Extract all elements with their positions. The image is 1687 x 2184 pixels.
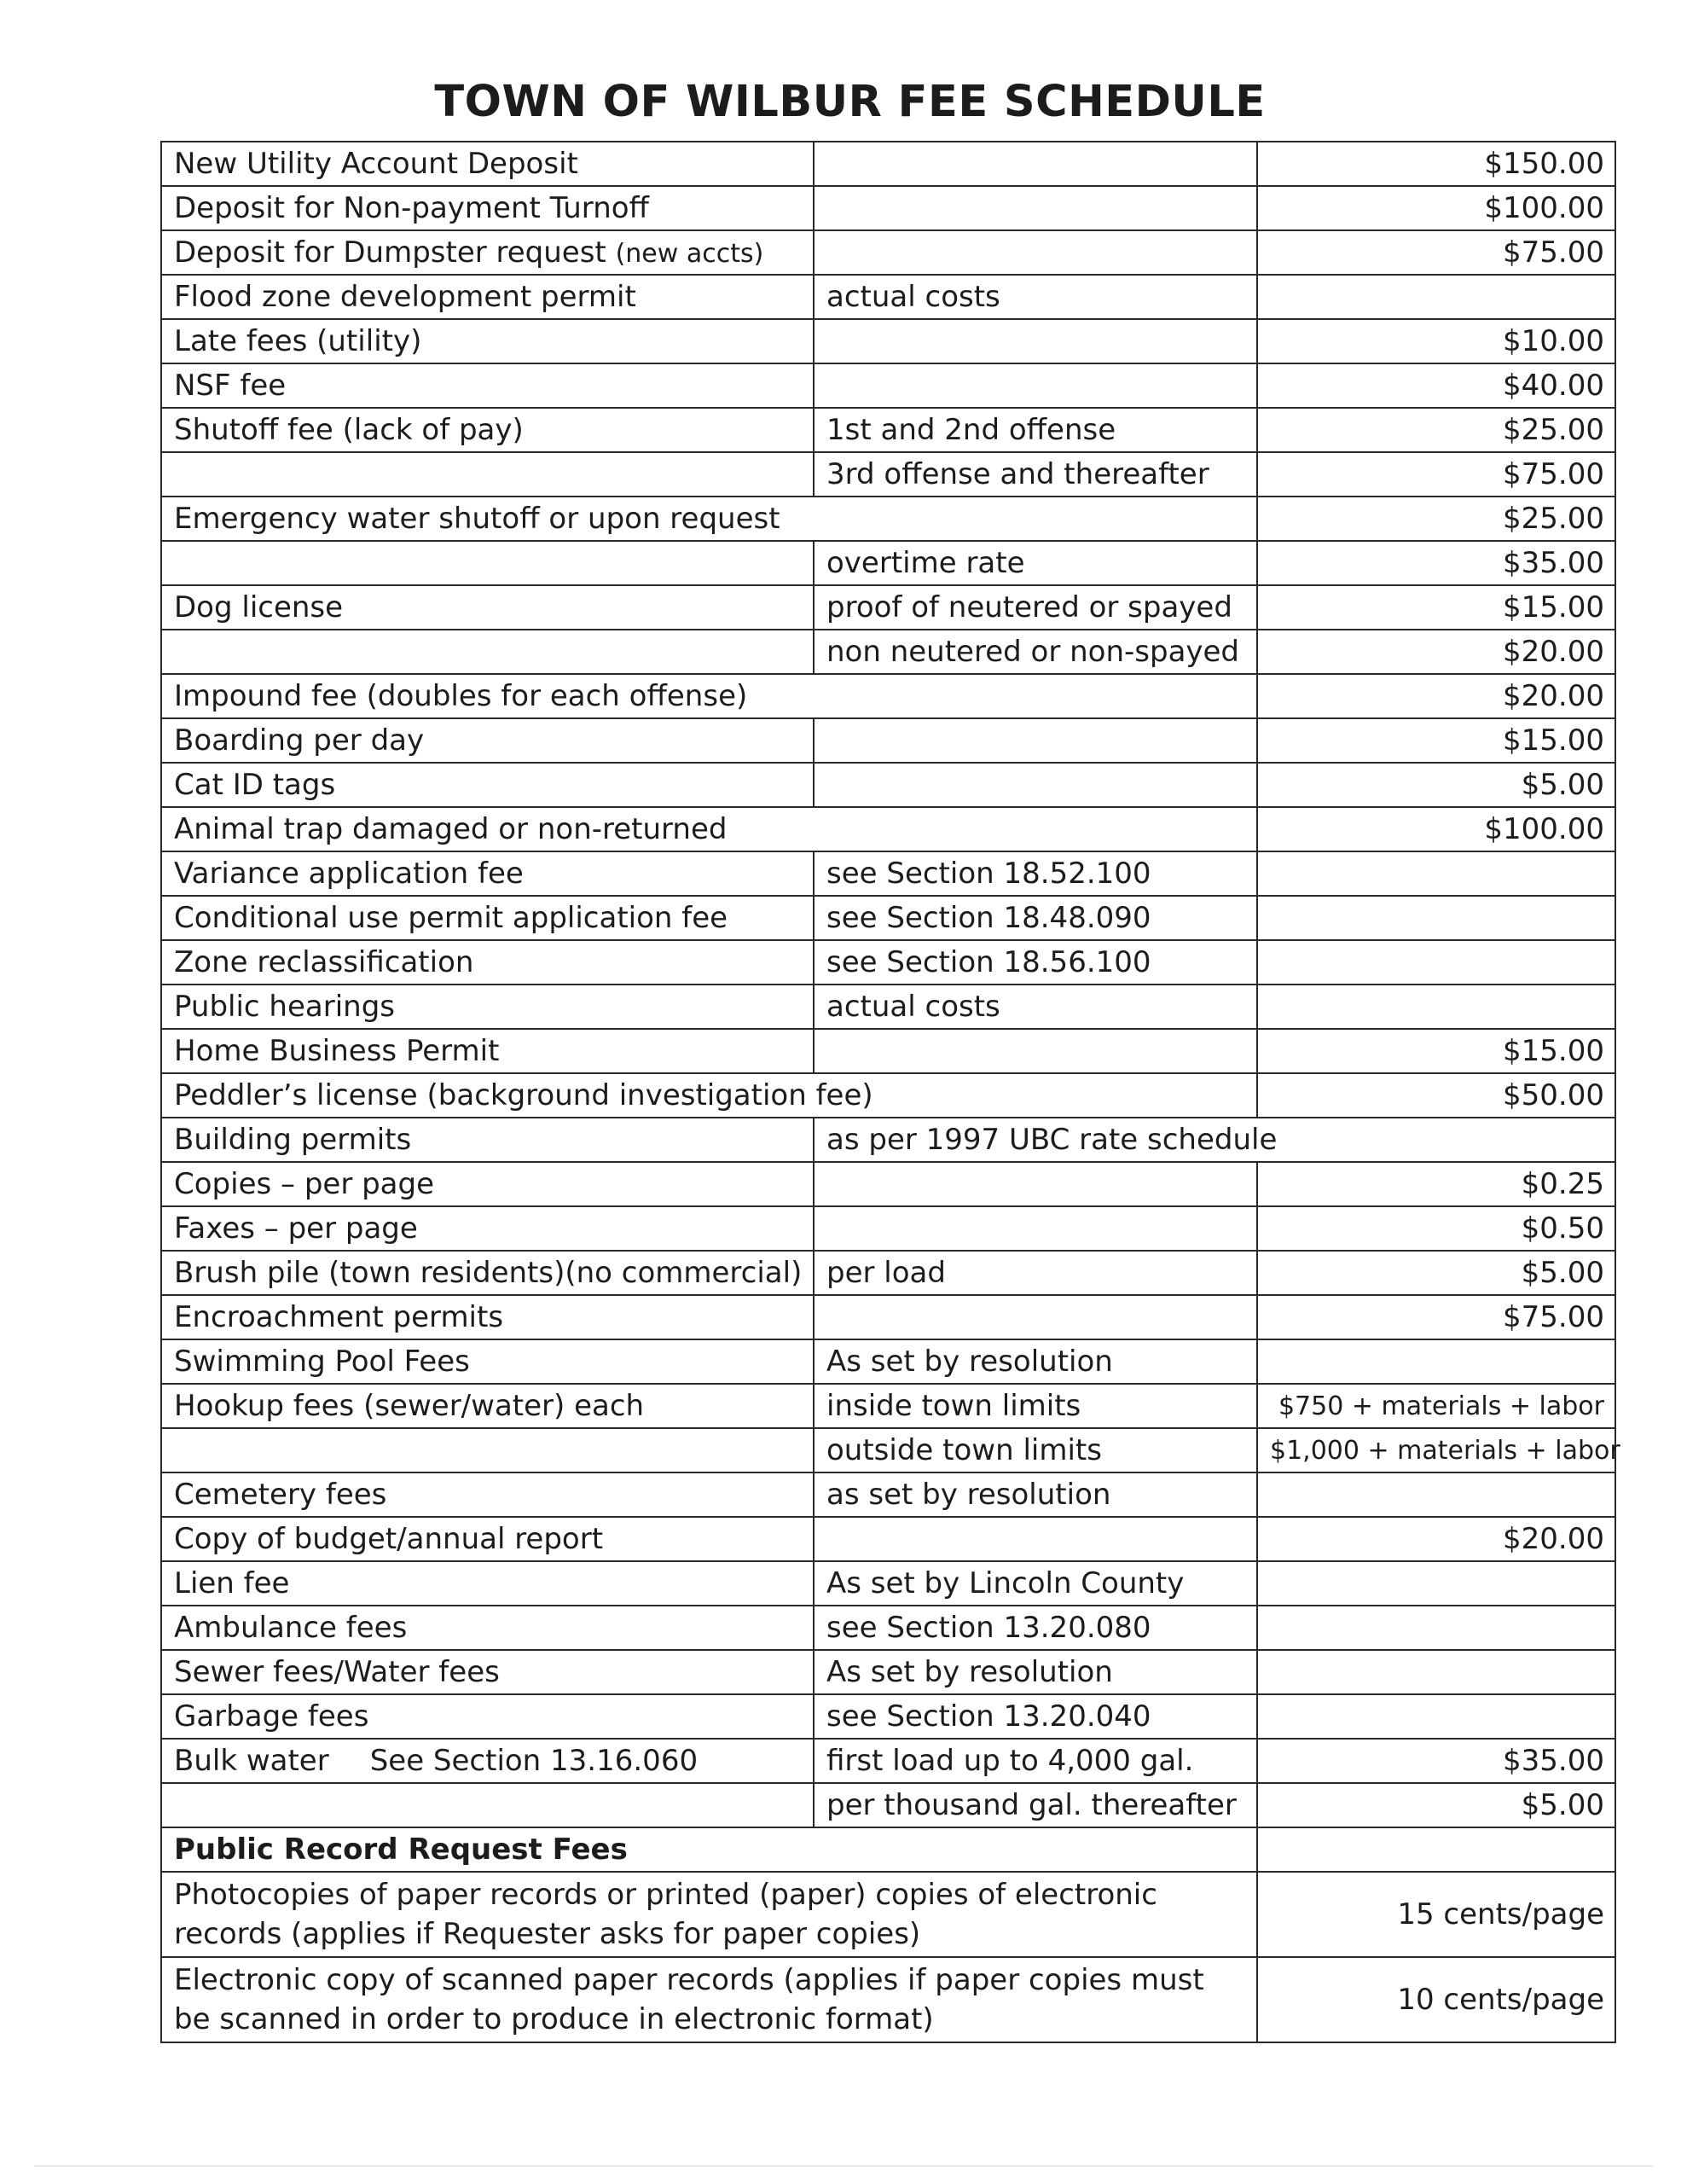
fee-amount: $0.50	[1257, 1206, 1615, 1251]
fee-item: Public hearings	[161, 985, 814, 1029]
fee-item: Hookup fees (sewer/water) each	[161, 1384, 814, 1428]
fee-detail	[814, 1029, 1257, 1073]
fee-amount: $0.25	[1257, 1162, 1615, 1206]
fee-item: Emergency water shutoff or upon request	[161, 497, 814, 541]
fee-amount: $75.00	[1257, 1295, 1615, 1339]
fee-amount: $35.00	[1257, 541, 1615, 585]
table-row	[161, 1694, 1615, 1739]
fee-detail: proof of neutered or spayed	[814, 585, 1257, 630]
fee-detail	[814, 1295, 1257, 1339]
fee-detail	[814, 1517, 1257, 1561]
fee-item: Flood zone development permit	[161, 275, 814, 319]
fee-amount	[1257, 851, 1615, 896]
fee-item: Swimming Pool Fees	[161, 1339, 814, 1384]
fee-item: Animal trap damaged or non-returned	[161, 807, 814, 851]
fee-item: Peddler’s license (background investigation fee)	[161, 1073, 814, 1118]
fee-item: Impound fee (doubles for each offense)	[161, 674, 814, 718]
public-record-item: Electronic copy of scanned paper records (applies if paper copies must be scanned in order to produce in electronic format)	[161, 1957, 1257, 2042]
fee-detail: actual costs	[814, 275, 1257, 319]
fee-amount	[1257, 1827, 1615, 1872]
table-row	[161, 807, 1615, 851]
fee-item: Zone reclassification	[161, 940, 814, 985]
fee-amount: $5.00	[1257, 763, 1615, 807]
table-row	[161, 319, 1615, 363]
table-row	[161, 408, 1615, 452]
fee-amount	[1257, 1472, 1615, 1517]
fee-item: Variance application fee	[161, 851, 814, 896]
fee-detail	[814, 319, 1257, 363]
fee-amount: $40.00	[1257, 363, 1615, 408]
fee-amount: $750 + materials + labor	[1257, 1384, 1615, 1428]
fee-detail: outside town limits	[814, 1428, 1257, 1472]
fee-item: Conditional use permit application fee	[161, 896, 814, 940]
fee-detail: see Section 18.48.090	[814, 896, 1257, 940]
table-row	[161, 541, 1615, 585]
table-row	[161, 230, 1615, 275]
fee-amount: $25.00	[1257, 497, 1615, 541]
table-row	[161, 763, 1615, 807]
table-row	[161, 630, 1615, 674]
table-row	[161, 1561, 1615, 1606]
table-row	[161, 1118, 1615, 1162]
fee-item: Copies – per page	[161, 1162, 814, 1206]
table-row	[161, 851, 1615, 896]
table-row	[161, 497, 1615, 541]
fee-item: Dog license	[161, 585, 814, 630]
table-row	[161, 585, 1615, 630]
fee-detail: see Section 18.52.100	[814, 851, 1257, 896]
fee-amount	[1257, 1694, 1615, 1739]
page-edge-line	[34, 2165, 1653, 2167]
table-row	[161, 1073, 1615, 1118]
fee-detail	[814, 718, 1257, 763]
fee-amount	[1257, 1118, 1615, 1162]
fee-detail: per load	[814, 1251, 1257, 1295]
table-row	[161, 142, 1615, 186]
public-record-item: Photocopies of paper records or printed (paper) copies of electronic records (applies if Requester asks for paper copies)	[161, 1872, 1257, 1957]
table-row	[161, 674, 1615, 718]
fee-amount	[1257, 1561, 1615, 1606]
fee-amount: $20.00	[1257, 1517, 1615, 1561]
public-record-fee: 15 cents/page	[1257, 1872, 1615, 1957]
fee-detail: see Section 13.20.080	[814, 1606, 1257, 1650]
fee-detail	[814, 1073, 1257, 1118]
fee-amount: $50.00	[1257, 1073, 1615, 1118]
fee-detail	[814, 1206, 1257, 1251]
fee-detail: As set by resolution	[814, 1339, 1257, 1384]
fee-item	[161, 1783, 814, 1827]
table-row	[161, 896, 1615, 940]
table-row	[161, 940, 1615, 985]
fee-detail	[814, 142, 1257, 186]
fee-amount	[1257, 940, 1615, 985]
fee-detail	[814, 497, 1257, 541]
fee-detail: see Section 13.20.040	[814, 1694, 1257, 1739]
fee-detail	[814, 674, 1257, 718]
fee-detail: non neutered or non-spayed	[814, 630, 1257, 674]
fee-amount: $150.00	[1257, 142, 1615, 186]
fee-item: Boarding per day	[161, 718, 814, 763]
page-title: TOWN OF WILBUR FEE SCHEDULE	[434, 77, 1266, 127]
table-row	[161, 1295, 1615, 1339]
fee-detail: see Section 18.56.100	[814, 940, 1257, 985]
table-row	[161, 1783, 1615, 1827]
fee-amount: $100.00	[1257, 186, 1615, 230]
fee-amount: $15.00	[1257, 1029, 1615, 1073]
table-row	[161, 1384, 1615, 1428]
fee-item: Home Business Permit	[161, 1029, 814, 1073]
fee-amount: $35.00	[1257, 1739, 1615, 1783]
fee-amount: $75.00	[1257, 230, 1615, 275]
table-row	[161, 1739, 1615, 1783]
table-row	[161, 1029, 1615, 1073]
fee-item: Deposit for Non-payment Turnoff	[161, 186, 814, 230]
fee-amount	[1257, 985, 1615, 1029]
table-row	[161, 1606, 1615, 1650]
fee-detail	[814, 363, 1257, 408]
fee-item: Encroachment permits	[161, 1295, 814, 1339]
fee-detail: As set by Lincoln County	[814, 1561, 1257, 1606]
fee-item: Ambulance fees	[161, 1606, 814, 1650]
fee-amount	[1257, 1606, 1615, 1650]
fee-item-label: Bulk water	[174, 1744, 329, 1778]
table-row	[161, 1472, 1615, 1517]
fee-amount: $15.00	[1257, 718, 1615, 763]
fee-amount	[1257, 1650, 1615, 1694]
fee-item-label: Deposit for Dumpster request	[174, 235, 606, 270]
fee-item-note: See Section 13.16.060	[369, 1744, 699, 1778]
fee-item	[161, 452, 814, 497]
table-row	[161, 275, 1615, 319]
fee-detail: 3rd offense and thereafter	[814, 452, 1257, 497]
table-row	[161, 1650, 1615, 1694]
fee-item: Garbage fees	[161, 1694, 814, 1739]
fee-detail	[814, 763, 1257, 807]
fee-item: Building permits	[161, 1118, 814, 1162]
fee-amount	[1257, 896, 1615, 940]
fee-item: Lien fee	[161, 1561, 814, 1606]
fee-amount: $1,000 + materials + labor	[1257, 1428, 1615, 1472]
section-heading-row	[161, 1827, 1615, 1872]
fee-item: Shutoff fee (lack of pay)	[161, 408, 814, 452]
fee-amount	[1257, 275, 1615, 319]
fee-item	[161, 630, 814, 674]
table-row	[161, 718, 1615, 763]
table-row	[161, 1517, 1615, 1561]
fee-detail	[814, 230, 1257, 275]
fee-item: Cat ID tags	[161, 763, 814, 807]
table-row	[161, 1162, 1615, 1206]
fee-item: New Utility Account Deposit	[161, 142, 814, 186]
fee-item	[161, 541, 814, 585]
fee-detail	[814, 186, 1257, 230]
fee-item: Faxes – per page	[161, 1206, 814, 1251]
fee-amount: $20.00	[1257, 630, 1615, 674]
fee-detail: As set by resolution	[814, 1650, 1257, 1694]
fee-detail: as set by resolution	[814, 1472, 1257, 1517]
fee-amount: $20.00	[1257, 674, 1615, 718]
table-row	[161, 186, 1615, 230]
table-row	[161, 1206, 1615, 1251]
table-row	[161, 363, 1615, 408]
fee-detail: overtime rate	[814, 541, 1257, 585]
fee-detail: per thousand gal. thereafter	[814, 1783, 1257, 1827]
fee-detail: as per 1997 UBC rate schedule	[814, 1118, 1257, 1162]
table-row	[161, 1339, 1615, 1384]
table-row	[161, 1428, 1615, 1472]
table-row	[161, 1957, 1615, 2042]
fee-item	[161, 1428, 814, 1472]
fee-detail: actual costs	[814, 985, 1257, 1029]
fee-detail: inside town limits	[814, 1384, 1257, 1428]
public-record-heading: Public Record Request Fees	[161, 1827, 814, 1872]
fee-item: NSF fee	[161, 363, 814, 408]
fee-amount: $100.00	[1257, 807, 1615, 851]
fee-amount: $25.00	[1257, 408, 1615, 452]
fee-detail	[814, 1827, 1257, 1872]
public-record-fee: 10 cents/page	[1257, 1957, 1615, 2042]
fee-item-note: (new accts)	[615, 239, 764, 269]
fee-item: Late fees (utility)	[161, 319, 814, 363]
table-row	[161, 1872, 1615, 1957]
fee-item	[161, 1739, 814, 1783]
fee-amount: $75.00	[1257, 452, 1615, 497]
fee-detail: 1st and 2nd offense	[814, 408, 1257, 452]
fee-table	[160, 141, 1620, 2043]
table-row	[161, 452, 1615, 497]
fee-amount: $5.00	[1257, 1783, 1615, 1827]
fee-amount	[1257, 1339, 1615, 1384]
table-row	[161, 1251, 1615, 1295]
fee-amount: $5.00	[1257, 1251, 1615, 1295]
fee-item: Copy of budget/annual report	[161, 1517, 814, 1561]
fee-item: Brush pile (town residents)(no commercial)	[161, 1251, 814, 1295]
fee-amount: $15.00	[1257, 585, 1615, 630]
fee-item: Cemetery fees	[161, 1472, 814, 1517]
fee-item	[161, 230, 814, 275]
table-row	[161, 985, 1615, 1029]
fee-detail	[814, 1162, 1257, 1206]
fee-item: Sewer fees/Water fees	[161, 1650, 814, 1694]
fee-amount: $10.00	[1257, 319, 1615, 363]
fee-detail: first load up to 4,000 gal.	[814, 1739, 1257, 1783]
fee-detail	[814, 807, 1257, 851]
